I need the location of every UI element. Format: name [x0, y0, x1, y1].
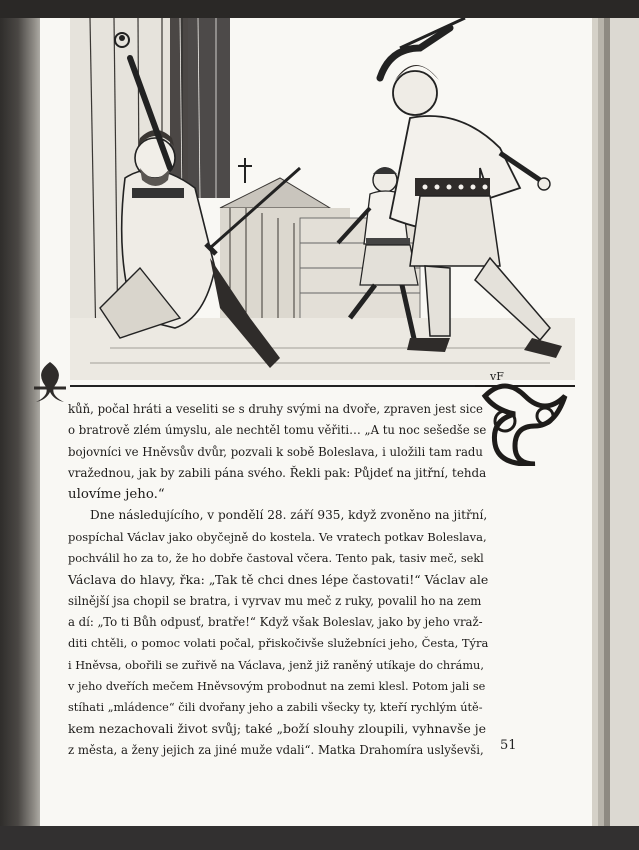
artist-signature: vF [490, 370, 504, 383]
paragraph [68, 505, 488, 761]
ornament-left-flourish [28, 358, 72, 414]
illustration-drawing [70, 18, 575, 390]
page-number: 51 [500, 738, 517, 753]
ornament-right-knotwork [475, 376, 575, 466]
text-line: o bratrově zlém úmyslu, ale nechtěl tomu věřiti… „A tu noc sešedše se [68, 423, 487, 438]
scan-bottom-edge [0, 826, 639, 850]
text-line: Dne následujícího, v pondělí 28. září 935, když zvoněno na jitřní, [90, 508, 488, 523]
text-line: pochválil ho za to, že ho dobře častoval včera. Tento pak, tasiv meč, sekl [68, 552, 484, 566]
text-line: stíhati „mládence“ čili dvořany jeho a zabili všecky ty, kteří rychlým útě- [68, 701, 483, 715]
text-line: Václava do hlavy, řka: „Tak tě chci dnes lépe častovati!“ Václav ale [68, 572, 489, 588]
text-line: diti chtěli, o pomoc volati počal, přiskočivše služebníci jeho, Česta, Týra [68, 636, 489, 651]
text-line: ulovíme jeho.“ [68, 487, 165, 503]
text-line: vražednou, jak by zabili pána svého. Řekli pak: Půjdeť na jitřní, tehda [68, 465, 487, 480]
body-text [68, 399, 488, 761]
text-line: pospíchal Václav jako obyčejně do kostela. Ve vratech potkav Boleslava, [68, 529, 487, 544]
paragraph [68, 399, 488, 505]
text-line: a dí: „To ti Bůh odpusť, bratře!“ Když však Boleslav, jako by jeho vraž- [68, 614, 483, 629]
text-line: z města, a ženy jejich za jiné muže vdali“. Matka Drahomíra uslyševši, [68, 742, 484, 757]
text-line: i Hněvsa, obořili se zuřivě na Václava, jenž již raněný utíkaje do chrámu, [68, 658, 484, 672]
scan-margin [610, 18, 639, 826]
text-line: silnější jsa chopil se bratra, i vyrvav mu meč z ruky, povalil ho na zem [68, 593, 482, 608]
scan-top-edge [0, 0, 639, 18]
text-line: kem nezachovali život svůj; také „boží slouhy zloupili, vyhnavše je [68, 721, 487, 737]
text-line: kůň, počal hráti a veseliti se s druhy svými na dvoře, zpraven jest sice [68, 402, 483, 416]
text-line: v jeho dveřích mečem Hněvsovým probodnut na zemi klesl. Potom jali se [68, 679, 486, 693]
illustration-murder-of-wenceslas [70, 18, 575, 390]
text-line: bojovníci ve Hněvsův dvůr, pozvali k sobě Boleslava, i uložili tam radu [68, 444, 483, 459]
